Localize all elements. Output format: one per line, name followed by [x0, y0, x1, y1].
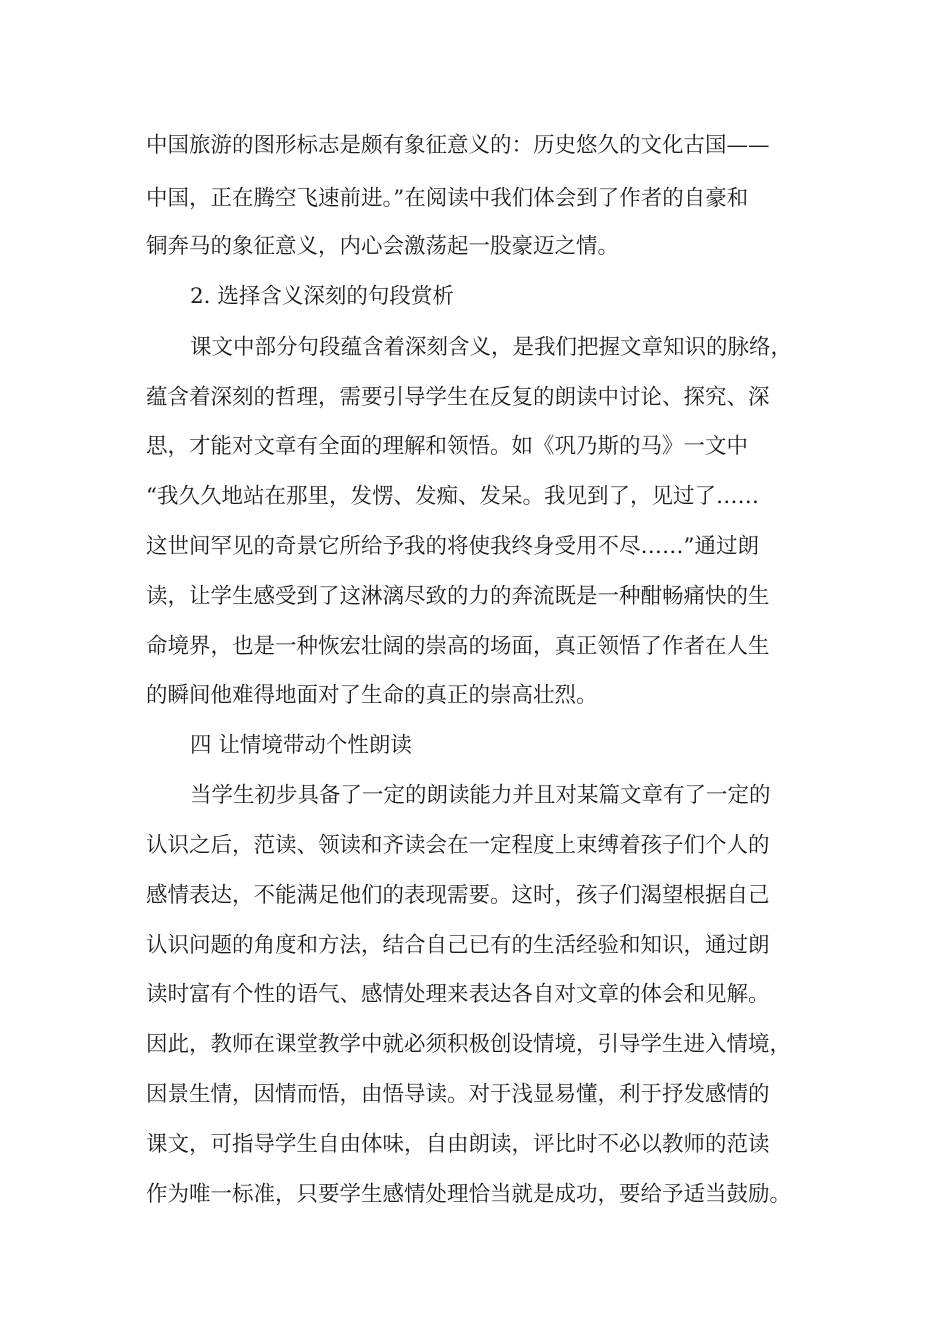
section-heading: 四 让情境带动个性朗读: [190, 733, 412, 758]
paragraph-line: 认识之后，范读、领读和齐读会在一定程度上束缚着孩子们个人的: [146, 833, 770, 858]
paragraph-line: “我久久地站在那里，发愣、发痴、发呆。我见到了，见过了……: [146, 484, 759, 509]
paragraph-line: 铜奔马的象征意义，内心会激荡起一股豪迈之情。: [146, 234, 620, 259]
paragraph-line: 的瞬间他难得地面对了生命的真正的崇高壮烈。: [146, 683, 598, 708]
paragraph-line: 读时富有个性的语气、感情处理来表达各自对文章的体会和见解。: [146, 982, 770, 1007]
paragraph-line: 命境界，也是一种恢宏壮阔的崇高的场面，真正领悟了作者在人生: [146, 634, 770, 659]
section-heading: 2. 选择含义深刻的句段赏析: [190, 284, 454, 309]
paragraph-line: 课文，可指导学生自由体味，自由朗读，评比时不必以教师的范读: [146, 1132, 770, 1157]
paragraph-line: 蕴含着深刻的哲理，需要引导学生在反复的朗读中讨论、探究、深: [146, 385, 770, 410]
paragraph-line: 因此，教师在课堂教学中就必须积极创设情境，引导学生进入情境，: [146, 1032, 792, 1057]
paragraph-line: 中国，正在腾空飞速前进。”在阅读中我们体会到了作者的自豪和: [146, 186, 749, 211]
paragraph-line: 这世间罕见的奇景它所给予我的将使我终身受用不尽……”通过朗: [146, 534, 759, 559]
paragraph-line: 感情表达，不能满足他们的表现需要。这时，孩子们渴望根据自己: [146, 883, 770, 908]
paragraph-line: 读，让学生感受到了这淋漓尽致的力的奔流既是一种酣畅痛快的生: [146, 584, 770, 609]
paragraph-line: 思，才能对文章有全面的理解和领悟。如《巩乃斯的马》一文中: [146, 434, 749, 459]
paragraph-line: 中国旅游的图形标志是颇有象征意义的：历史悠久的文化古国——: [146, 133, 770, 158]
paragraph-line: 课文中部分句段蕴含着深刻含义，是我们把握文章知识的脉络，: [190, 335, 793, 360]
paragraph-line: 因景生情，因情而悟，由悟导读。对于浅显易懂，利于抒发感情的: [146, 1082, 770, 1107]
paragraph-line: 当学生初步具备了一定的朗读能力并且对某篇文章有了一定的: [190, 783, 771, 808]
paragraph-line: 认识问题的角度和方法，结合自己已有的生活经验和知识，通过朗: [146, 933, 770, 958]
paragraph-line: 作为唯一标准，只要学生感情处理恰当就是成功，要给予适当鼓励。: [146, 1182, 792, 1207]
